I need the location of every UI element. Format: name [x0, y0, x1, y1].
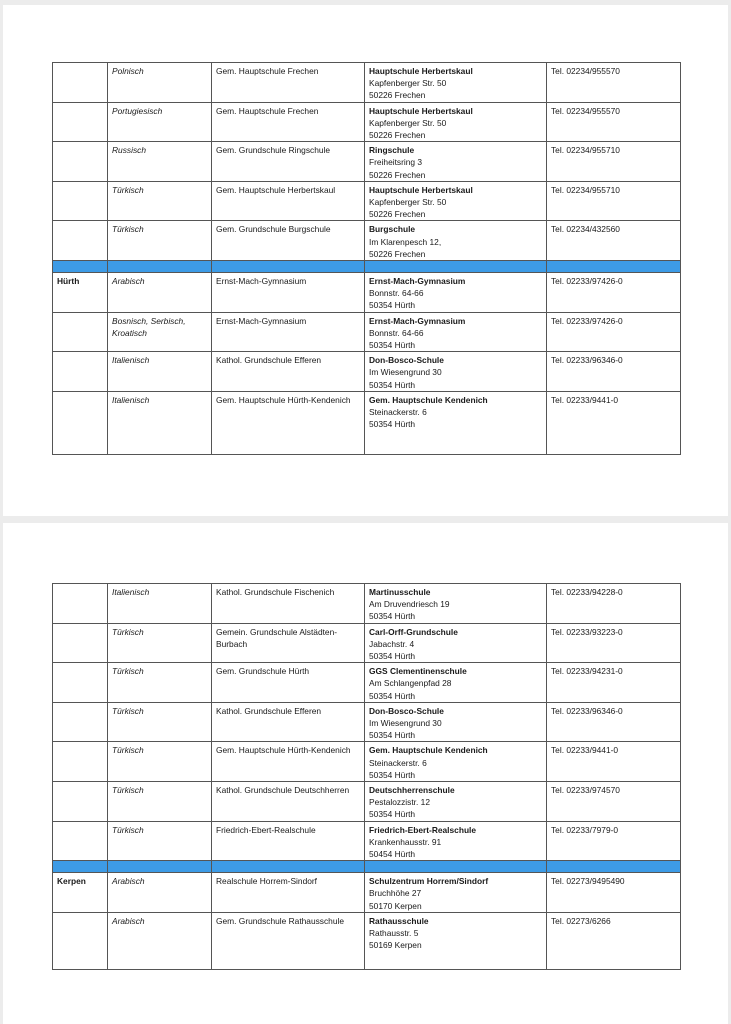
phone-cell: Tel. 02233/96346-0	[547, 352, 681, 392]
school-address-cell	[365, 702, 547, 742]
school-address-cell	[365, 102, 547, 142]
language-cell: Portugiesisch	[108, 102, 212, 142]
language-cell: Türkisch	[108, 181, 212, 221]
document-page-2	[3, 523, 728, 1024]
school-street: Rathausstr. 5	[369, 928, 419, 939]
phone-cell: Tel. 02273/9495490	[547, 873, 681, 913]
table-body	[53, 63, 681, 455]
offering-school-cell: Gem. Grundschule Rathausschule	[212, 912, 365, 969]
school-table-page-1	[52, 62, 681, 455]
city-cell	[53, 742, 108, 782]
section-separator-row	[53, 261, 681, 273]
offering-school-cell: Gem. Hauptschule Frechen	[212, 102, 365, 142]
school-address-cell	[365, 873, 547, 913]
school-address-cell	[365, 742, 547, 782]
school-name: Don-Bosco-Schule	[369, 705, 444, 716]
phone-cell: Tel. 02234/955710	[547, 142, 681, 182]
city-cell	[53, 221, 108, 261]
school-name: Hauptschule Herbertskaul	[369, 66, 473, 76]
offering-school-cell: Ernst-Mach-Gymnasium	[212, 273, 365, 313]
language-cell: Polnisch	[108, 63, 212, 103]
school-postal-city: 50226 Frechen	[369, 90, 426, 101]
city-cell	[53, 623, 108, 663]
table-row	[53, 702, 681, 742]
school-name: GGS Clementinenschule	[369, 666, 467, 677]
language-cell: Arabisch	[108, 873, 212, 913]
offering-school-cell: Friedrich-Ebert-Realschule	[212, 821, 365, 861]
school-name: Burgschule	[369, 224, 416, 235]
separator-cell	[547, 261, 681, 273]
table-row	[53, 221, 681, 261]
offering-school-cell: Gem. Grundschule Burgschule	[212, 221, 365, 261]
language-cell: Russisch	[108, 142, 212, 182]
school-postal-city: 50354 Hürth	[369, 340, 416, 351]
language-cell: Türkisch	[108, 821, 212, 861]
language-cell: Türkisch	[108, 623, 212, 663]
offering-school-cell: Gem. Hauptschule Herbertskaul	[212, 181, 365, 221]
school-address-cell	[365, 221, 547, 261]
school-street: Pestalozzistr. 12	[369, 797, 430, 808]
separator-cell	[108, 261, 212, 273]
city-cell	[53, 584, 108, 624]
offering-school-cell: Realschule Horrem-Sindorf	[212, 873, 365, 913]
table-row	[53, 782, 681, 822]
school-postal-city: 50169 Kerpen	[369, 940, 422, 951]
school-address-cell	[365, 623, 547, 663]
offering-school-cell: Kathol. Grundschule Efferen	[212, 702, 365, 742]
school-postal-city: 50226 Frechen	[369, 130, 426, 141]
school-street: Bonnstr. 64-66	[369, 288, 424, 299]
school-address-cell	[365, 391, 547, 454]
school-postal-city: 50226 Frechen	[369, 248, 426, 259]
school-address-cell	[365, 63, 547, 103]
table-row	[53, 584, 681, 624]
table-row	[53, 912, 681, 969]
city-cell	[53, 702, 108, 742]
phone-cell: Tel. 02233/96346-0	[547, 702, 681, 742]
school-postal-city: 50454 Hürth	[369, 849, 416, 860]
offering-school-cell: Kathol. Grundschule Fischenich	[212, 584, 365, 624]
city-cell	[53, 181, 108, 221]
school-street: Krankenhausstr. 91	[369, 836, 442, 847]
school-street: Freiheitsring 3	[369, 157, 423, 168]
school-table-page-2	[52, 583, 681, 970]
phone-cell: Tel. 02234/955570	[547, 63, 681, 103]
document-page-1	[3, 5, 728, 516]
school-street: Im Wiesengrund 30	[369, 367, 442, 378]
school-street: Bruchhöhe 27	[369, 888, 422, 899]
school-name: Carl-Orff-Grundschule	[369, 626, 458, 637]
offering-school-cell: Gem. Grundschule Ringschule	[212, 142, 365, 182]
city-cell	[53, 102, 108, 142]
school-postal-city: 50354 Hürth	[369, 651, 416, 662]
table-row	[53, 273, 681, 313]
school-name: Hauptschule Herbertskaul	[369, 105, 473, 116]
city-cell: Kerpen	[53, 873, 108, 913]
city-cell	[53, 391, 108, 454]
separator-cell	[53, 261, 108, 273]
language-cell: Italienisch	[108, 391, 212, 454]
table-row	[53, 663, 681, 703]
separator-cell	[212, 261, 365, 273]
table-row	[53, 312, 681, 352]
school-name: Ringschule	[369, 145, 415, 156]
phone-cell: Tel. 02233/9441-0	[547, 742, 681, 782]
language-cell: Arabisch	[108, 912, 212, 969]
school-name: Rathausschule	[369, 915, 429, 926]
language-cell: Türkisch	[108, 221, 212, 261]
school-postal-city: 50354 Hürth	[369, 419, 416, 430]
table-row	[53, 391, 681, 454]
school-name: Gem. Hauptschule Kendenich	[369, 394, 488, 405]
school-name: Friedrich-Ebert-Realschule	[369, 824, 477, 835]
table-row	[53, 352, 681, 392]
section-separator-row	[53, 861, 681, 873]
offering-school-cell: Gem. Hauptschule Hürth-Kendenich	[212, 391, 365, 454]
phone-cell: Tel. 02233/7979-0	[547, 821, 681, 861]
school-street: Kapfenberger Str. 50	[369, 197, 447, 208]
school-street: Im Wiesengrund 30	[369, 718, 442, 729]
language-cell: Arabisch	[108, 273, 212, 313]
school-address-cell	[365, 821, 547, 861]
school-name: Ernst-Mach-Gymnasium	[369, 276, 466, 287]
school-address-cell	[365, 584, 547, 624]
school-name: Martinusschule	[369, 587, 431, 597]
language-cell: Türkisch	[108, 782, 212, 822]
offering-school-cell: Kathol. Grundschule Deutschherren	[212, 782, 365, 822]
school-street: Steinackerstr. 6	[369, 407, 427, 418]
school-postal-city: 50354 Hürth	[369, 300, 416, 311]
city-cell	[53, 142, 108, 182]
school-address-cell	[365, 181, 547, 221]
table-row	[53, 181, 681, 221]
city-cell	[53, 312, 108, 352]
city-cell: Hürth	[53, 273, 108, 313]
school-name: Gem. Hauptschule Kendenich	[369, 745, 488, 756]
table-row	[53, 821, 681, 861]
school-street: Am Schlangenpfad 28	[369, 678, 452, 689]
city-cell	[53, 63, 108, 103]
offering-school-cell: Ernst-Mach-Gymnasium	[212, 312, 365, 352]
school-postal-city: 50354 Hürth	[369, 611, 416, 622]
language-cell: Italienisch	[108, 352, 212, 392]
school-postal-city: 50354 Hürth	[369, 730, 416, 741]
school-street: Am Druvendriesch 19	[369, 599, 450, 610]
language-cell: Italienisch	[108, 584, 212, 624]
school-postal-city: 50354 Hürth	[369, 379, 416, 390]
separator-cell	[53, 861, 108, 873]
city-cell	[53, 782, 108, 822]
school-name: Deutschherrenschule	[369, 785, 455, 796]
school-address-cell	[365, 142, 547, 182]
table-body	[53, 584, 681, 970]
language-cell: Bosnisch, Serbisch, Kroatisch	[108, 312, 212, 352]
table-row	[53, 742, 681, 782]
school-address-cell	[365, 912, 547, 969]
city-cell	[53, 352, 108, 392]
separator-cell	[365, 261, 547, 273]
offering-school-cell: Gem. Hauptschule Frechen	[212, 63, 365, 103]
phone-cell: Tel. 02233/94231-0	[547, 663, 681, 703]
phone-cell: Tel. 02233/93223-0	[547, 623, 681, 663]
phone-cell: Tel. 02234/432560	[547, 221, 681, 261]
table-row	[53, 63, 681, 103]
school-postal-city: 50226 Frechen	[369, 209, 426, 220]
separator-cell	[212, 861, 365, 873]
separator-cell	[547, 861, 681, 873]
school-name: Schulzentrum Horrem/Sindorf	[369, 876, 489, 887]
city-cell	[53, 663, 108, 703]
school-postal-city: 50226 Frechen	[369, 169, 426, 180]
school-name: Ernst-Mach-Gymnasium	[369, 315, 466, 326]
school-address-cell	[365, 312, 547, 352]
school-address-cell	[365, 352, 547, 392]
table-row	[53, 142, 681, 182]
phone-cell: Tel. 02234/955570	[547, 102, 681, 142]
school-street: Im Klarenpesch 12,	[369, 236, 442, 247]
separator-cell	[108, 861, 212, 873]
phone-cell: Tel. 02273/6266	[547, 912, 681, 969]
phone-cell: Tel. 02234/955710	[547, 181, 681, 221]
phone-cell: Tel. 02233/9441-0	[547, 391, 681, 454]
phone-cell: Tel. 02233/97426-0	[547, 312, 681, 352]
phone-cell: Tel. 02233/94228-0	[547, 584, 681, 624]
language-cell: Türkisch	[108, 663, 212, 703]
school-postal-city: 50354 Hürth	[369, 809, 416, 820]
language-cell: Türkisch	[108, 702, 212, 742]
school-name: Don-Bosco-Schule	[369, 355, 444, 366]
school-address-cell	[365, 782, 547, 822]
phone-cell: Tel. 02233/97426-0	[547, 273, 681, 313]
table-row	[53, 102, 681, 142]
school-street: Bonnstr. 64-66	[369, 327, 424, 338]
phone-cell: Tel. 02233/974570	[547, 782, 681, 822]
city-cell	[53, 821, 108, 861]
separator-cell	[365, 861, 547, 873]
school-name: Hauptschule Herbertskaul	[369, 184, 473, 195]
school-address-cell	[365, 273, 547, 313]
school-postal-city: 50354 Hürth	[369, 769, 416, 780]
offering-school-cell: Kathol. Grundschule Efferen	[212, 352, 365, 392]
offering-school-cell: Gem. Hauptschule Hürth-Kendenich	[212, 742, 365, 782]
school-postal-city: 50170 Kerpen	[369, 900, 422, 911]
language-cell: Türkisch	[108, 742, 212, 782]
table-row	[53, 873, 681, 913]
city-cell	[53, 912, 108, 969]
school-postal-city: 50354 Hürth	[369, 690, 416, 701]
school-address-cell	[365, 663, 547, 703]
table-row	[53, 623, 681, 663]
school-street: Kapfenberger Str. 50	[369, 78, 447, 89]
school-street: Kapfenberger Str. 50	[369, 117, 447, 128]
school-street: Steinackerstr. 6	[369, 757, 427, 768]
offering-school-cell: Gem. Grundschule Hürth	[212, 663, 365, 703]
offering-school-cell: Gemein. Grundschule Alstädten-Burbach	[212, 623, 365, 663]
school-street: Jabachstr. 4	[369, 638, 415, 649]
